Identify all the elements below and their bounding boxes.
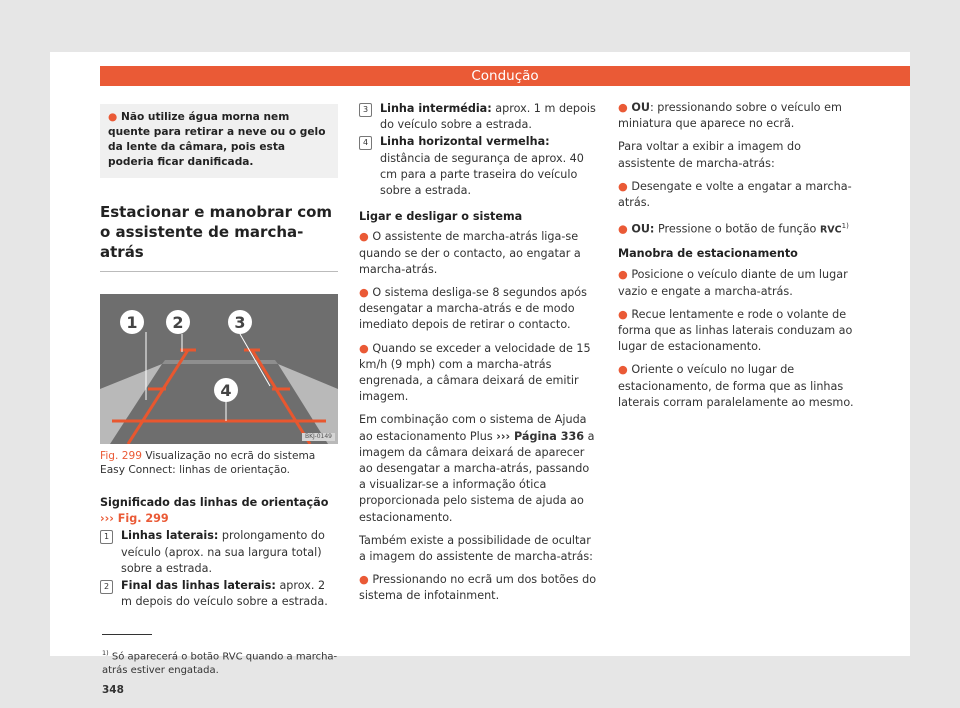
section-title: Estacionar e manobrar com o assistente de marcha-atrás [100,202,338,272]
bullet-icon: ● [618,101,628,114]
list-item: ● OU: pressionando sobre o veículo em miniatura que aparece no ecrã. [618,101,842,131]
figure-caption-label: Fig. 299 [100,450,142,462]
footnote-divider [102,634,152,635]
callout-label-3: 3 [234,313,246,332]
footnote [102,646,340,678]
meaning-item-4: 4 Linha horizontal vermelha: distância de segurança de aprox. 40 cm para a parte traseira do veículo sobre a estrada. [359,134,599,199]
number-badge: 3 [359,103,372,117]
column-middle [359,100,599,612]
bullet-icon: ● [618,268,628,282]
bullet-icon: ● [359,341,369,355]
number-badge: 2 [100,580,113,594]
list-item: ● Recue lentamente e rode o volante de forma que as linhas laterais conduzam ao lugar de estacionamento. [618,307,853,354]
list-item: ● Pressionando no ecrã um dos botões do sistema de infotainment. [359,573,597,603]
warning-box [100,104,338,178]
figure-caption [100,449,338,477]
list-item: ● Oriente o veículo no lugar de estacionamento, de forma que as linhas laterais corram paralelamente ao mesmo. [618,363,854,409]
warning-text: Não utilize água morna nem quente para retirar a neve ou o gelo da lente da câmara, pois esta poderia ficar danificada. [108,111,326,168]
meaning-title: Significado das linhas de orientação ››› Fig. 299 [100,496,329,526]
meaning-figure-link[interactable]: ››› Fig. 299 [100,512,169,526]
hide-paragraph: Também existe a possibilidade de ocultar a imagem do assistente de marcha-atrás: [359,533,593,564]
bullet-icon: ● [618,307,628,321]
bullet-icon: ● [618,363,628,377]
callout-label-2: 2 [172,313,184,332]
meaning-item-3: 3 Linha intermédia: aprox. 1 m depois do veículo sobre a estrada. [359,101,599,133]
bullet-icon: ● [359,573,369,587]
list-item: ● Posicione o veículo diante de um lugar vazio e engate a marcha-atrás. [618,268,848,298]
meaning-item-2: 2 Final das linhas laterais: aprox. 2 m depois do veículo sobre a estrada. [100,578,338,610]
maneuver-title: Manobra de estacionamento [618,247,798,261]
list-item: ● OU: Pressione o botão de função RVC$^{1)}$ [618,222,849,236]
list-item: ● Desengate e volte a engatar a marcha-atrás. [618,179,852,210]
callout-label-1: 1 [126,313,138,332]
bullet-icon: ● [618,179,628,193]
list-item: ● O assistente de marcha-atrás liga-se quando se der o contacto, ao engatar a marcha-atrás. [359,230,581,276]
figure-rear-camera [100,294,338,444]
page [50,52,910,696]
footnote-text: Só aparecerá o botão RVC quando a marcha-atrás estiver engatada. [102,651,338,677]
onoff-title: Ligar e desligar o sistema [359,210,523,224]
number-badge: 1 [100,530,113,544]
figure-caption-text: Visualização no ecrã do sistema Easy Connect: linhas de orientação. [100,450,316,476]
parking-aid-paragraph: Em combinação com o sistema de Ajuda ao estacionamento Plus ››› Página 336 a imagem da câmara deixará de aparecer ao desengatar a marcha-atrás, passando a visualizar-se a informação ótica proporcionada pelo sistema de ajuda ao estacionamento. [359,413,595,524]
figure-illustration [100,294,338,444]
footnote-ref: 1) [841,222,849,231]
page-header: Condução [100,66,910,86]
list-item: ● Quando se exceder a velocidade de 15 km/h (9 mph) com a marcha-atrás engrenada, a câmara deixará de emitir imagem. [359,341,591,404]
column-right [618,100,860,418]
column-left [100,104,338,610]
number-badge: 4 [359,136,372,150]
restore-paragraph: Para voltar a exibir a imagem do assistente de marcha-atrás: [618,140,801,170]
bullet-icon: ● [108,111,118,123]
page-number: 348 [102,684,124,696]
rvc-button-label: RVC [819,224,842,236]
bullet-icon: ● [618,222,628,236]
page-link[interactable]: ››› Página 336 [496,429,585,443]
bullet-icon: ● [359,230,369,244]
list-item: ● O sistema desliga-se 8 segundos após desengatar a marcha-atrás e de modo imediato depois de retirar o contacto. [359,286,587,332]
callout-label-4: 4 [220,381,232,400]
figure-code: BKJ-0149 [302,433,335,441]
meaning-item-1: 1 Linhas laterais: prolongamento do veículo (aprox. na sua largura total) sobre a estrada. [100,528,338,577]
footnote-mark: 1) [102,649,109,657]
bullet-icon: ● [359,286,369,300]
